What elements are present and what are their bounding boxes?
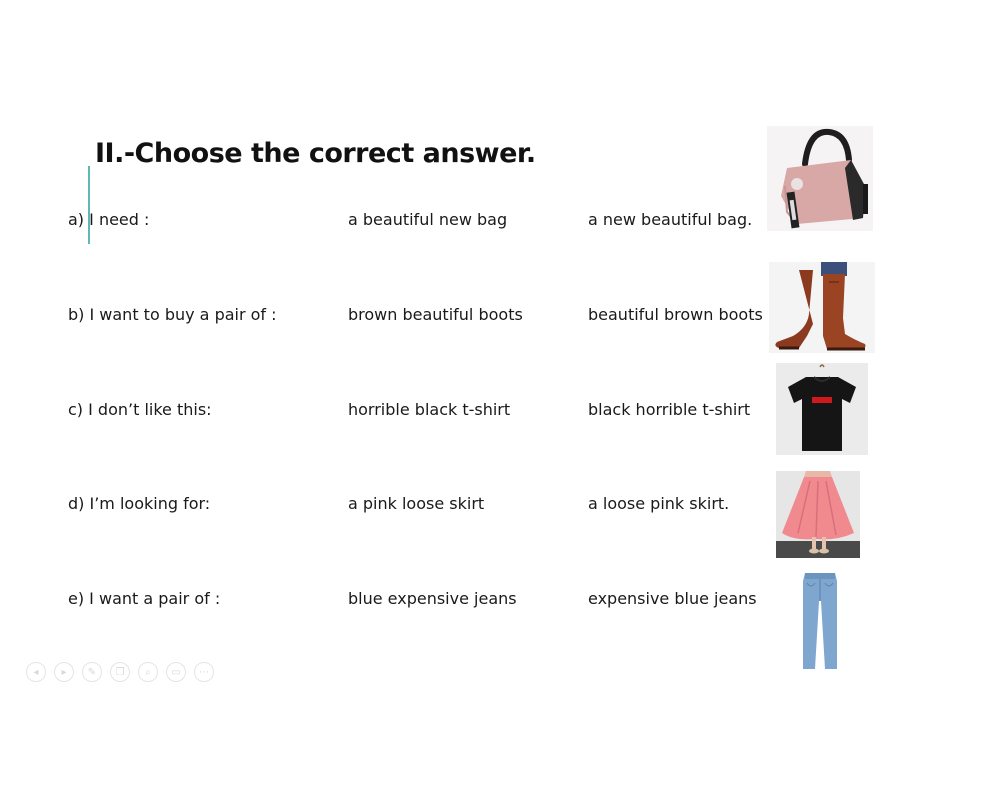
answer-option-1[interactable]: blue expensive jeans xyxy=(348,589,517,608)
pink-handbag-image xyxy=(767,126,873,231)
screen-icon[interactable]: ▭ xyxy=(166,662,186,682)
answer-option-1[interactable]: a beautiful new bag xyxy=(348,210,508,229)
brown-boots-image xyxy=(769,262,875,353)
blue-jeans-image xyxy=(799,571,841,673)
zoom-icon[interactable]: ⌕ xyxy=(138,662,158,682)
question-prompt: b) I want to buy a pair of : xyxy=(68,305,277,324)
question-prompt: d) I’m looking for: xyxy=(68,494,211,513)
answer-option-2[interactable]: expensive blue jeans xyxy=(588,589,757,608)
black-tshirt-image xyxy=(776,363,868,455)
slide-toolbar xyxy=(26,662,214,684)
answer-option-1[interactable]: horrible black t-shirt xyxy=(348,400,511,419)
pink-skirt-image xyxy=(776,471,860,558)
question-prompt: e) I want a pair of : xyxy=(68,589,221,608)
answer-option-2[interactable]: a new beautiful bag. xyxy=(588,210,753,229)
answer-option-2[interactable]: black horrible t-shirt xyxy=(588,400,751,419)
answer-option-2[interactable]: a loose pink skirt. xyxy=(588,494,730,513)
question-prompt: c) I don’t like this: xyxy=(68,400,212,419)
answer-option-1[interactable]: a pink loose skirt xyxy=(348,494,485,513)
question-prompt: a) I need : xyxy=(68,210,150,229)
prev-icon[interactable]: ◂ xyxy=(26,662,46,682)
next-icon[interactable]: ▸ xyxy=(54,662,74,682)
pen-icon[interactable]: ✎ xyxy=(82,662,102,682)
copy-icon[interactable]: ❐ xyxy=(110,662,130,682)
question-row-e xyxy=(0,589,1000,619)
answer-option-2[interactable]: beautiful brown boots xyxy=(588,305,763,324)
exercise-title: II.-Choose the correct answer. xyxy=(95,138,536,169)
answer-option-1[interactable]: brown beautiful boots xyxy=(348,305,523,324)
more-icon[interactable]: ⋯ xyxy=(194,662,214,682)
